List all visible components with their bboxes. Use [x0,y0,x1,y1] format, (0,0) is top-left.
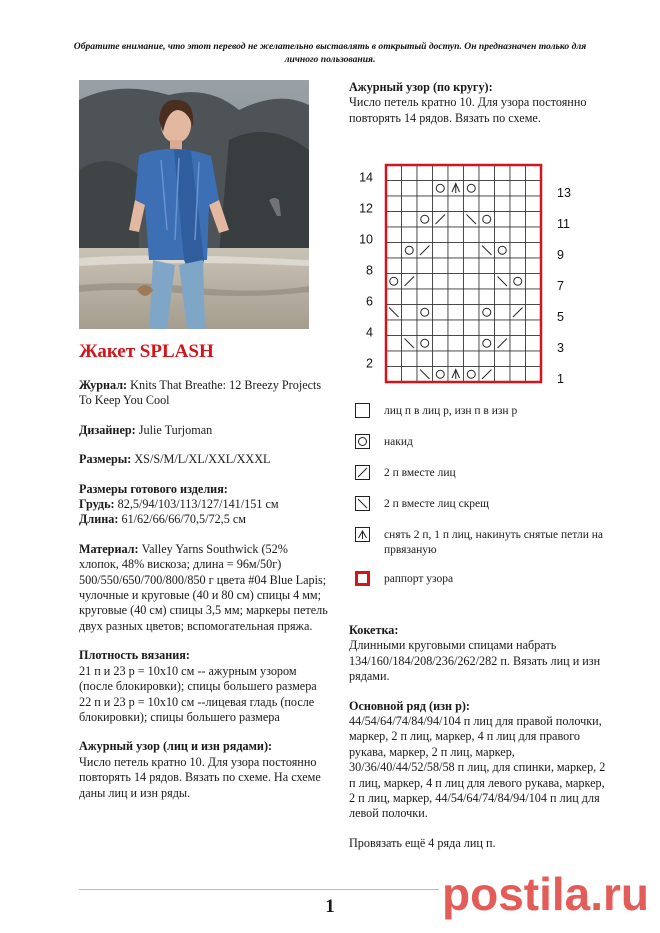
yoke-label: Кокетка: [349,623,399,637]
chart-cell [402,367,418,383]
chart-cell [464,336,480,352]
chart-cell [433,351,449,367]
row-number-left: 12 [359,201,373,216]
chart-cell [479,258,495,274]
chart-cell [448,305,464,321]
lace-chart [349,160,589,390]
chart-cell [526,227,542,243]
chart-cell [417,165,433,181]
chart-cell [479,165,495,181]
row-number-left: 4 [366,325,373,340]
chart-cell [386,336,402,352]
chart-cell [402,289,418,305]
journal-info [79,378,329,409]
yoke-info [349,623,609,685]
chart-cell [526,196,542,212]
material-info [79,542,329,634]
row-number-right: 13 [557,185,571,200]
chart-cell [464,289,480,305]
chart-cell [464,196,480,212]
chart-cell [464,320,480,336]
chart-cell [433,165,449,181]
row-number-right: 9 [557,247,564,262]
chart-cell [448,351,464,367]
chart-cell [448,274,464,290]
chart-cell [495,227,511,243]
left-column [79,340,329,815]
chart-cell [417,351,433,367]
chart-cell [526,212,542,228]
chart-cell [386,227,402,243]
chart-cell [479,181,495,197]
chart-cell [526,165,542,181]
chart-cell [417,196,433,212]
gauge-info [79,648,329,725]
usage-notice: Обратите внимание, что этот перевод не желательно выставлять в открытый доступ. Он предназначен только для личного пользования. [73,41,587,65]
chart-cell [526,289,542,305]
pattern-title: Жакет SPLASH [79,341,214,362]
journal-value: Knits That Breathe: 12 Breezy Projects To Keep You Cool [79,378,322,408]
chart-cell [464,367,480,383]
row-number-left: 14 [359,170,373,185]
legend-text: 2 п вместе лиц скрещ [384,498,489,510]
designer-info [79,423,329,438]
chart-cell [386,181,402,197]
continue-note: Провязать ещё 4 ряда лиц п. [349,835,496,850]
chart-cell [386,258,402,274]
chart-cell [510,243,526,259]
chart-cell [417,336,433,352]
page-number: 1 [325,896,335,917]
chart-cell [386,196,402,212]
chart-cell [495,320,511,336]
chart-cell [479,227,495,243]
chart-cell [417,289,433,305]
chart-cell [417,227,433,243]
chart-cell [402,165,418,181]
chart-cell [479,305,495,321]
chart-cell [479,320,495,336]
chart-cell [448,212,464,228]
chart-cell [433,243,449,259]
chart-cell [433,227,449,243]
model-photo [79,80,309,329]
legend-text: раппорт узора [384,573,454,585]
chart-cell [526,243,542,259]
base-row-info [349,699,609,822]
double-decrease-icon [355,527,370,542]
lace-rows-label: Ажурный узор (лиц и изн рядами): [79,739,273,754]
chart-cell [433,289,449,305]
chart-cell [464,305,480,321]
chart-cell [402,212,418,228]
chart-cell [402,305,418,321]
chart-cell [433,181,449,197]
gauge-line-1: 21 п и 23 р = 10x10 см -- ажурным узором (после блокировки); спицы большего размера [79,663,317,694]
chart-cell [464,258,480,274]
chart-cell [479,289,495,305]
chart-cell [510,289,526,305]
row-number-right: 1 [557,371,564,386]
chart-cell [495,181,511,197]
chart-cell [448,196,464,212]
chart-cell [510,336,526,352]
lace-chart-svg [349,160,589,390]
right-column-bottom [349,623,609,865]
chart-cell [433,367,449,383]
chart-cell [386,351,402,367]
chart-cell [433,305,449,321]
sizes-info [79,452,329,467]
chart-cell [386,165,402,181]
chart-cell [479,274,495,290]
row-number-right: 5 [557,309,564,324]
chart-cell [510,274,526,290]
designer-label: Дизайнер: [79,422,136,437]
chart-cell [464,181,480,197]
chart-cell [510,320,526,336]
repeat-box-icon [355,571,370,586]
chart-cell [495,351,511,367]
footer-divider [79,889,439,890]
lace-round-label: Ажурный узор (по кругу): [349,80,493,94]
chart-cell [464,243,480,259]
sizes-value: XS/S/M/L/XL/XXL/XXXL [134,452,271,467]
length-value: 61/62/66/66/70,5/72,5 см [121,512,246,527]
chart-cell [448,243,464,259]
chart-cell [386,320,402,336]
row-number-left: 8 [366,263,373,278]
chart-cell [433,258,449,274]
yarn-over-icon [355,434,370,449]
chart-cell [526,320,542,336]
chart-cell [402,351,418,367]
chart-cell [464,351,480,367]
material-value: Valley Yarns Southwick (52% хлопок, 48% вискоза; длина = 96м/50г) 500/550/650/700/800/850 г цвета #04 Blue Lapis; чулочные и круговые (40 и 80 см) спицы 4 мм; круговые (40 см) спицы 3,5 мм; маркеры петель двух разных цветов; вспомогательная пряжа. [79,541,328,633]
yoke-value: Длинными круговыми спицами набрать 134/160/184/208/236/262/282 п. Вязать лиц и изн рядами. [349,638,601,684]
chart-cell [402,258,418,274]
chest-value: 82,5/94/103/113/127/141/151 см [117,497,279,512]
chart-cell [526,258,542,274]
chart-cell [386,274,402,290]
k2tog-icon [355,465,370,480]
chart-cell [495,196,511,212]
finished-measurements [79,482,329,528]
chart-cell [386,367,402,383]
chart-cell [495,289,511,305]
gauge-label: Плотность вязания: [79,648,190,663]
chart-cell [526,305,542,321]
chart-cell [402,196,418,212]
legend-text: лиц п в лиц р, изн п в изн р [384,405,518,417]
base-row-label: Основной ряд (изн р): [349,698,470,713]
chart-cell [417,212,433,228]
chart-cell [433,274,449,290]
chart-cell [495,243,511,259]
chart-cell [510,165,526,181]
chart-cell [495,305,511,321]
row-number-left: 6 [366,294,373,309]
row-number-left: 10 [359,232,373,247]
row-number-right: 7 [557,278,564,293]
chart-cell [448,320,464,336]
chart-cell [433,336,449,352]
chart-cell [417,181,433,197]
chart-cell [417,320,433,336]
lace-rows-info [79,739,329,801]
chart-cell [448,227,464,243]
right-column-top [349,80,609,126]
chart-cell [526,367,542,383]
chart-cell [386,289,402,305]
chart-cell [526,351,542,367]
sizes-label: Размеры: [79,452,132,467]
chart-cell [448,258,464,274]
chart-cell [402,320,418,336]
chart-cell [495,212,511,228]
gauge-line-2: 22 п и 23 р = 10x10 см --лицевая гладь (после блокировки); спицы большего размера [79,694,315,724]
chart-cell [510,367,526,383]
length-label: Длина: [79,512,119,527]
empty-square-icon [355,403,370,418]
chart-cell [526,181,542,197]
chart-cell [448,289,464,305]
base-row-value: 44/54/64/74/84/94/104 п лиц для правой полочки, маркер, 2 п лиц, маркер, 4 п лиц для правого рукава, маркер, 2 п лиц, маркер, 30/36/40/44/52/58/58 п лиц, для спинки, маркер, 2 п лиц, маркер, 4 п лиц для левого рукава, маркер, 2 п лиц, маркер, 44/54/64/74/84/94/104 п лиц для левой полочки. [349,714,606,821]
chart-cell [479,196,495,212]
chart-cell [417,274,433,290]
journal-label: Журнал: [79,378,128,392]
logo-text: postila.ru [442,870,650,920]
lace-rows-value: Число петель кратно 10. Для узора постоянно повторять 14 рядов. Вязать по схеме. На схеме даны лиц и изн ряды. [79,754,321,800]
designer-value: Julie Turjoman [138,422,213,437]
chart-cell [433,320,449,336]
chart-cell [433,196,449,212]
chart-cell [479,351,495,367]
material-label: Материал: [79,541,139,556]
row-number-right: 3 [557,340,564,355]
legend-text: накид [384,436,413,448]
chart-cell [464,165,480,181]
chart-cell [495,165,511,181]
chart-cell [417,258,433,274]
chart-cell [402,181,418,197]
chart-cell [386,212,402,228]
chart-cell [479,336,495,352]
chart-cell [417,305,433,321]
chart-cell [526,274,542,290]
chart-cell [386,243,402,259]
chart-cell [510,351,526,367]
chart-cell [402,227,418,243]
lace-round-value: Число петель кратно 10. Для узора постоянно повторять 14 рядов. Вязать по схеме. [349,95,587,125]
chart-cell [448,336,464,352]
row-number-left: 2 [366,356,373,371]
chart-cell [495,258,511,274]
chart-cell [479,212,495,228]
chart-cell [510,258,526,274]
chart-cell [464,274,480,290]
postila-logo [440,870,650,920]
chart-cell [510,227,526,243]
row-number-right: 11 [557,216,570,231]
chart-cell [510,212,526,228]
chest-label: Грудь: [79,497,115,512]
chart-cell [448,165,464,181]
finished-label: Размеры готового изделия: [79,481,228,496]
chart-cell [495,367,511,383]
ssk-icon [355,496,370,511]
chart-cell [526,336,542,352]
chart-cell [464,227,480,243]
legend-text: снять 2 п, 1 п лиц, накинуть снятые петли на првязаную [384,529,604,556]
chart-cell [510,181,526,197]
chart-cell [510,196,526,212]
chart-cell [402,243,418,259]
legend-text: 2 п вместе лиц [384,467,456,479]
